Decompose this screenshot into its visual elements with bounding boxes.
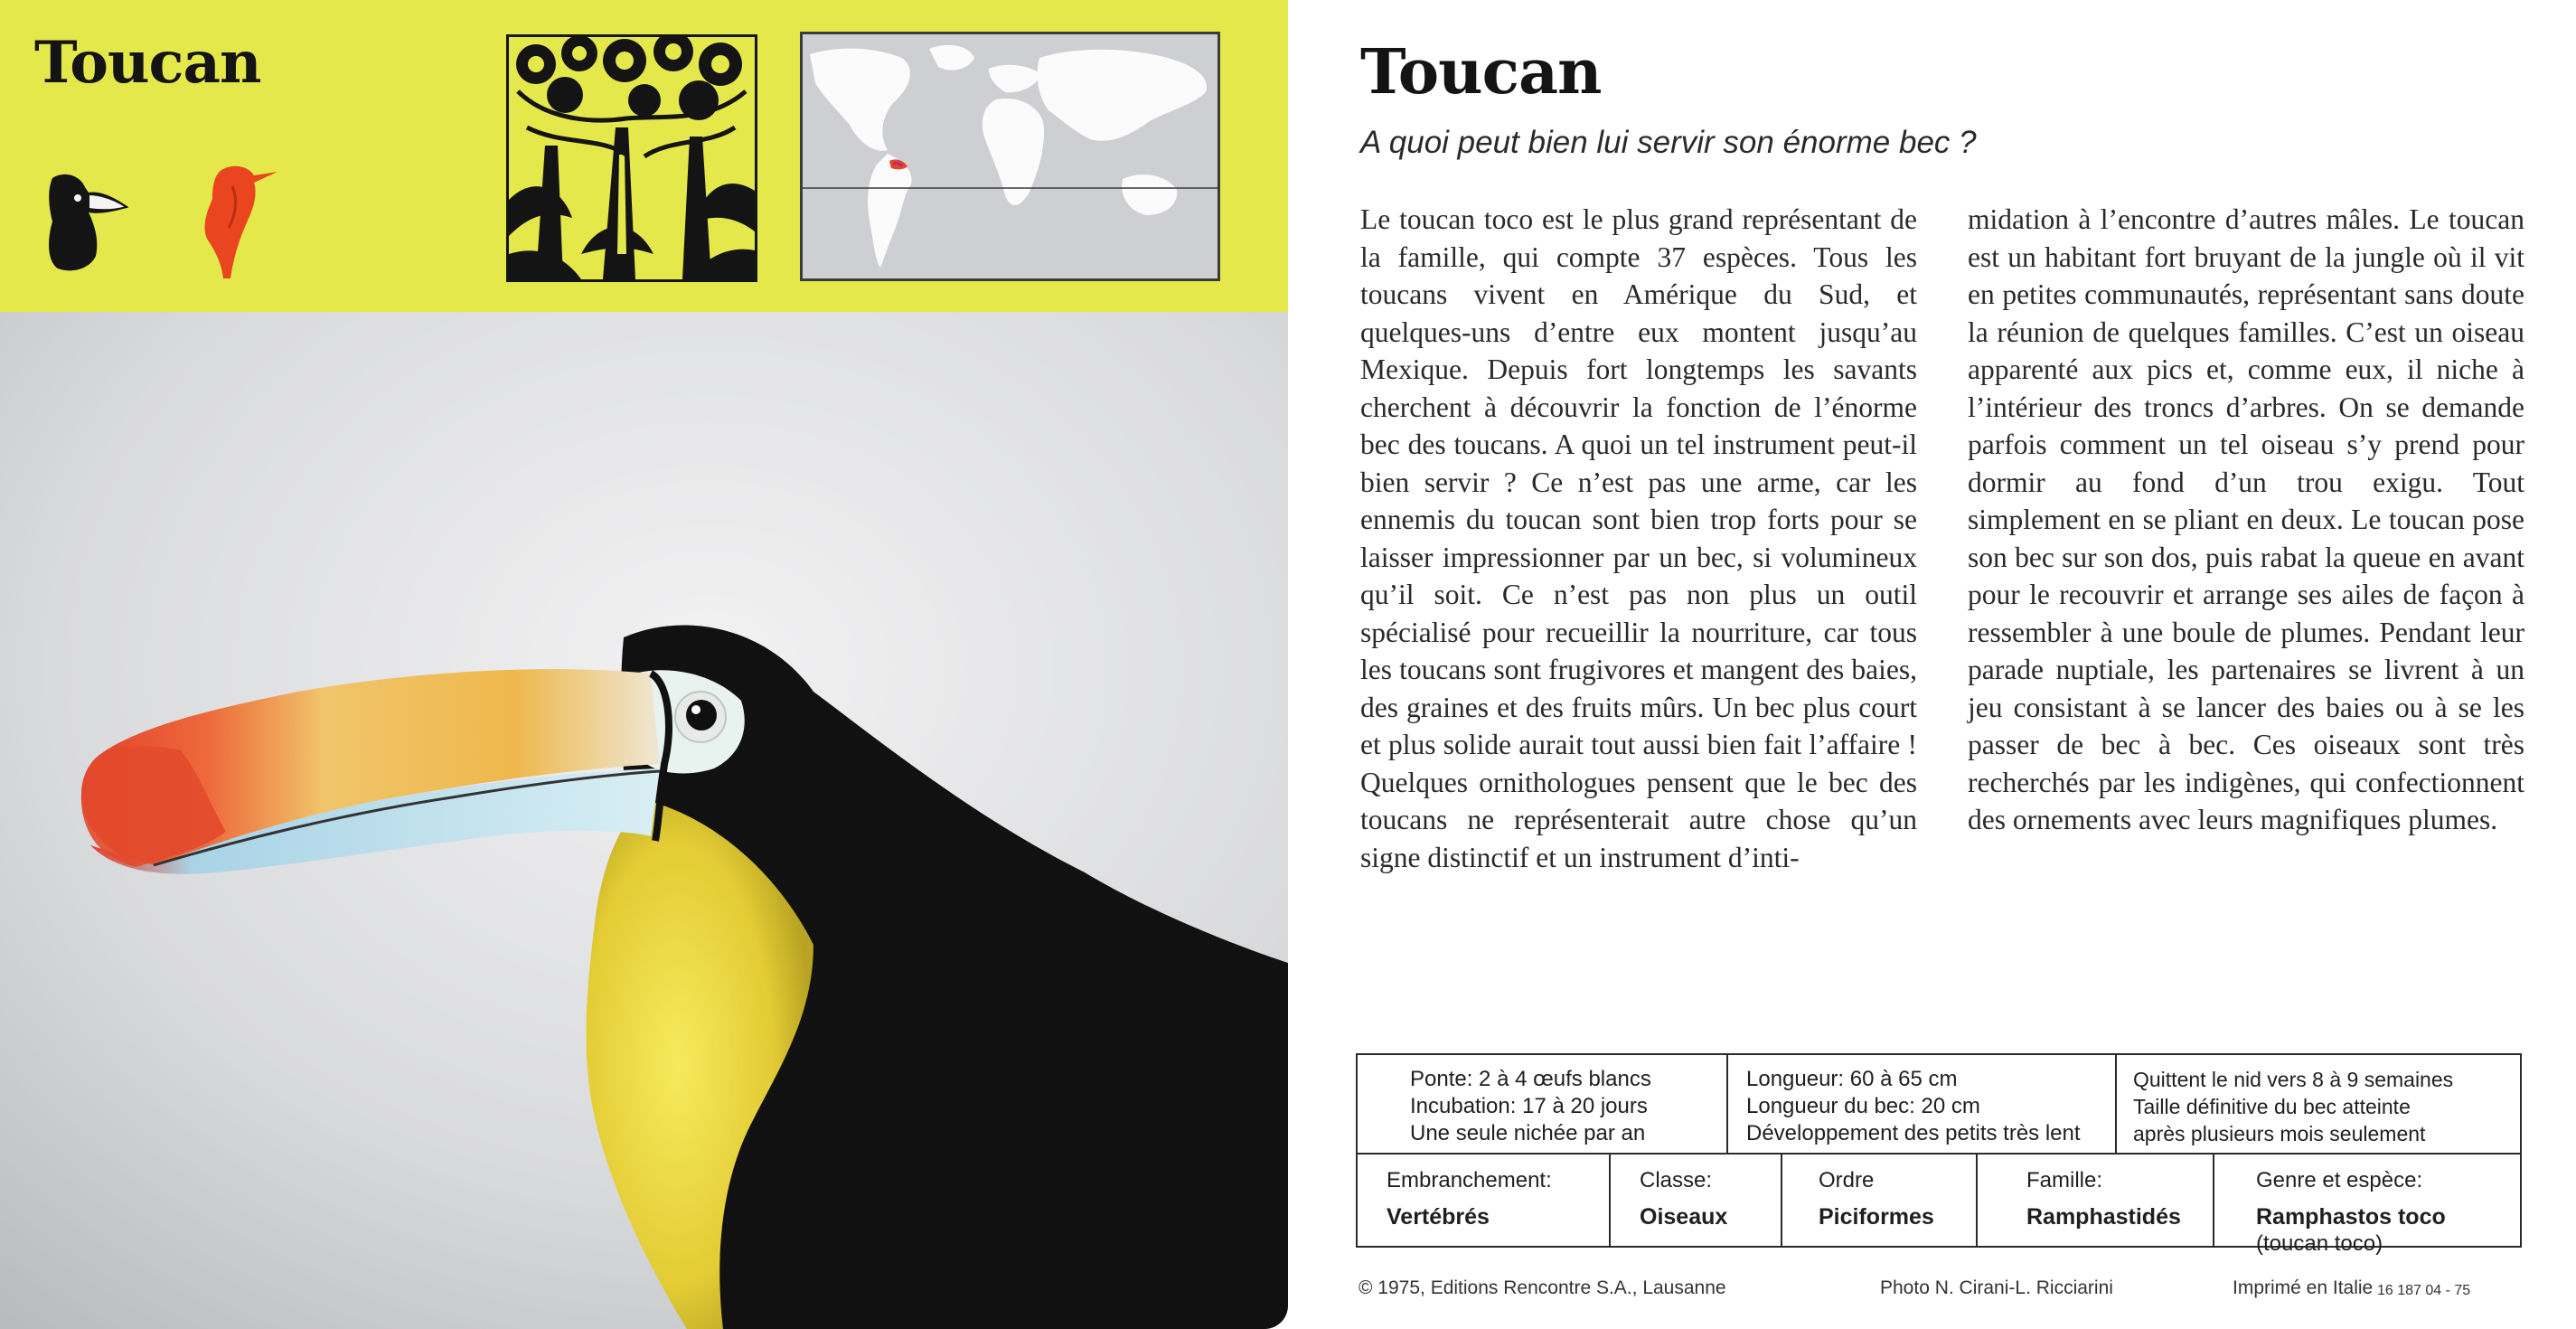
fact-developpement: Développement des petits très lent bbox=[1746, 1121, 2081, 1145]
distribution-map bbox=[800, 32, 1220, 281]
taxonomy-label: Famille: bbox=[2026, 1168, 2103, 1192]
facts-cell-growth bbox=[2117, 1055, 2524, 1153]
taxonomy-ordre bbox=[1782, 1155, 1978, 1248]
taxonomy-classe bbox=[1611, 1155, 1782, 1248]
taxonomy-genre bbox=[2214, 1155, 2522, 1256]
card-title: Toucan bbox=[34, 29, 261, 97]
world-map-icon bbox=[803, 34, 1217, 278]
taxonomy-note: (toucan toco) bbox=[2256, 1231, 2383, 1256]
taxonomy-label: Classe: bbox=[1640, 1168, 1713, 1192]
taxonomy-label: Ordre bbox=[1819, 1168, 1875, 1192]
card-back bbox=[1288, 0, 2576, 1329]
fact-plusieurs-mois: après plusieurs mois seulement bbox=[2133, 1122, 2426, 1145]
back-title: Toucan bbox=[1360, 36, 1602, 108]
facts-row bbox=[1358, 1055, 2520, 1155]
fact-incubation: Incubation: 17 à 20 jours bbox=[1410, 1094, 1648, 1118]
fact-nichee: Une seule nichée par an bbox=[1410, 1121, 1646, 1145]
footer-code: 16 187 04 - 75 bbox=[2377, 1283, 2471, 1298]
fact-ponte: Ponte: 2 à 4 œufs blancs bbox=[1410, 1067, 1651, 1091]
taxonomy-value: Ramphastidés bbox=[2026, 1204, 2181, 1230]
footer-copyright: © 1975, Editions Rencontre S.A., Lausanne bbox=[1359, 1277, 1726, 1298]
card-header bbox=[0, 0, 1288, 312]
toucan-silhouette-icon bbox=[45, 167, 136, 276]
habitat-pictogram bbox=[506, 34, 757, 282]
taxonomy-value: Piciformes bbox=[1819, 1204, 1934, 1230]
taxonomy-label: Genre et espèce: bbox=[2256, 1168, 2423, 1192]
fact-taille-bec: Taille définitive du bec atteinte bbox=[2133, 1095, 2411, 1118]
toucan-photo bbox=[0, 312, 1288, 1329]
taxonomy-label: Embranchement: bbox=[1387, 1168, 1552, 1192]
taxonomy-value: Ramphastos toco bbox=[2256, 1204, 2446, 1230]
taxonomy-value: Vertébrés bbox=[1387, 1204, 1490, 1230]
woodpecker-silhouette-icon bbox=[194, 163, 285, 280]
fact-longueur-bec: Longueur du bec: 20 cm bbox=[1746, 1094, 1980, 1118]
facts-table bbox=[1356, 1053, 2522, 1256]
taxonomy-famille bbox=[1978, 1155, 2214, 1248]
fact-quittent-nid: Quittent le nid vers 8 à 9 semaines bbox=[2133, 1068, 2454, 1091]
taxonomy-row bbox=[1358, 1155, 2520, 1256]
jungle-habitat-icon bbox=[509, 37, 755, 279]
fact-longueur: Longueur: 60 à 65 cm bbox=[1746, 1067, 1958, 1091]
back-subtitle: A quoi peut bien lui servir son énorme bec ? bbox=[1360, 125, 1977, 160]
footer-photo-credit: Photo N. Cirani-L. Ricciarini bbox=[1880, 1277, 2113, 1298]
body-text-right: midation à l’encontre d’autres mâles. Le toucan est un habitant fort bruyant de la jungle où il vit en petites communautés, représentant sans doute la réunion de quelques familles. C’est un oiseau apparenté aux pics et, comme eux, il niche à l’intérieur des troncs d’arbres. On se demande parfois comment un tel oiseau s’y prend pour dormir au fond d’un trou exigu. Tout simplement en se pliant en deux. Le toucan pose son bec sur son dos, puis rabat la queue en avant pour le recouvrir et arrange ses ailes de façon à ressembler à une boule de plumes. Pendant leur parade nuptiale, les partenaires se livrent à un jeu consistant à se lancer des baies ou à se les passer de bec à bec. Ces oiseaux sont très recherchés par les indigènes, qui confectionnent des ornements avec leurs magnifiques plumes. bbox=[1968, 203, 2524, 835]
footer-printed: Imprimé en Italie bbox=[2233, 1277, 2374, 1298]
facts-cell-breeding bbox=[1358, 1055, 1728, 1153]
taxonomy-embranchement bbox=[1358, 1155, 1611, 1248]
body-text-left: Le toucan toco est le plus grand représentant de la famille, qui compte 37 espèces. Tous les toucans vivent en Amérique du Sud, et quelques-uns d’entre eux montent jusqu’au Mexique. Depuis fort longtemps les savants cherchent à découvrir la fonction de l’énorme bec des toucans. A quoi un tel instrument peut-il bien servir ? Ce n’est pas une arme, car les ennemis du toucan sont bien trop forts pour se laisser impressionner par un bec, si volumineux qu’il soit. Ce n’est pas non plus un outil spécialisé pour recueillir la nourriture, car tous les toucans sont frugivores et mangent des baies, des graines et des fruits mûrs. Un bec plus court et plus solide aurait tout aussi bien fait l’affaire ! Quelques ornithologues pensent que le bec des toucans ne représenterait autre chose qu’un signe distinctif et un instrument d’inti- bbox=[1360, 203, 1917, 873]
taxonomy-value: Oiseaux bbox=[1640, 1204, 1728, 1230]
facts-cell-size bbox=[1728, 1055, 2117, 1153]
